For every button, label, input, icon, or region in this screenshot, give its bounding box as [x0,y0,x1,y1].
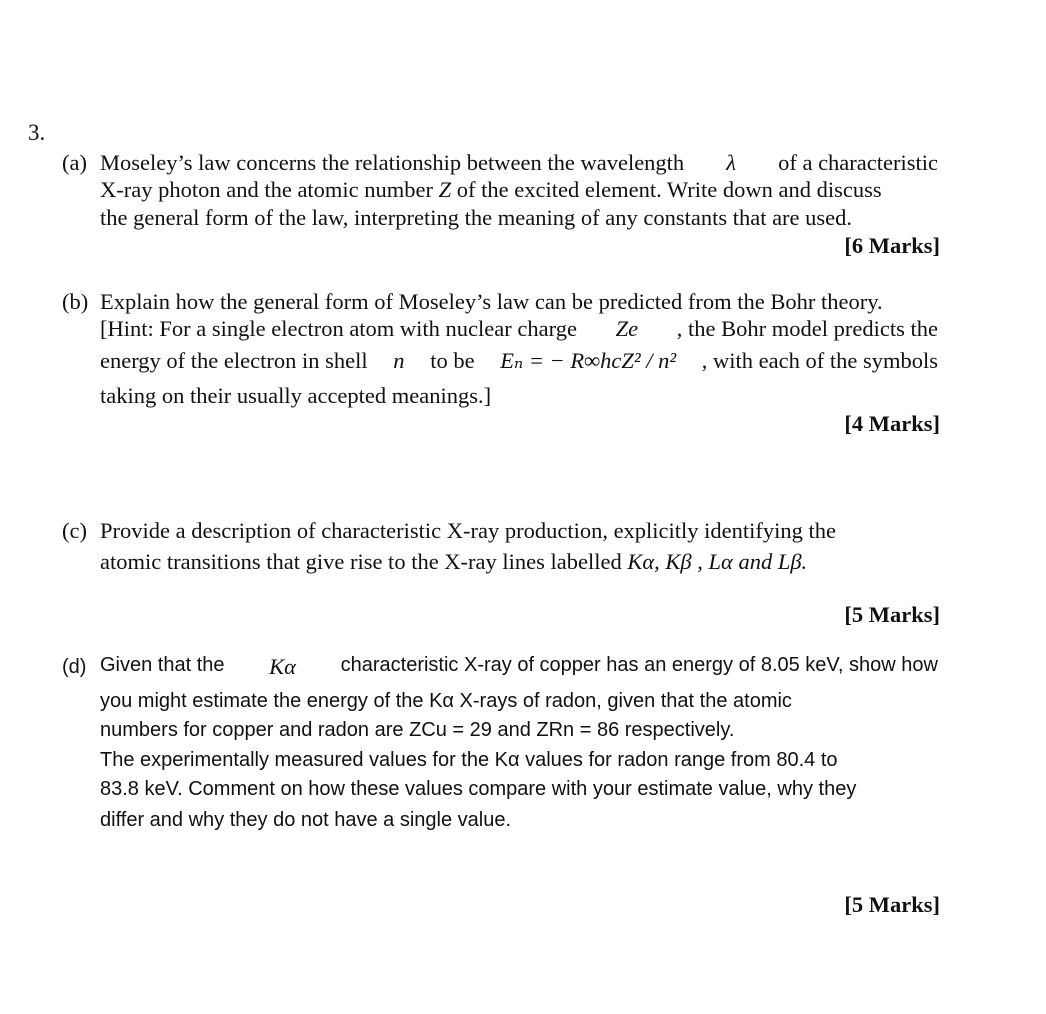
part-d-line-4: The experimentally measured values for the Kα values for radon range from 80.4 to [100,749,838,771]
part-b-line-3: energy of the electron in shell n to be Eₙ = − R∞hcZ² / n² , with each of the symbols [100,348,938,373]
xray-line-labels: Kα, Kβ , Lα and Lβ. [627,549,808,574]
part-c-line-2: atomic transitions that give rise to the X-ray lines labelled Kα, Kβ , Lα and Lβ. [100,549,808,574]
part-d-line-2: you might estimate the energy of the Kα X-rays of radon, given that the atomic [100,690,792,712]
part-c-line-1: Provide a description of characteristic X-ray production, explicitly identifying the [100,518,837,543]
part-b-label: (b) [62,289,89,314]
question-number: 3. [28,120,46,145]
part-b-marks: [4 Marks] [844,411,940,436]
part-d-line-6: differ and why they do not have a single value. [100,809,512,831]
bohr-energy-formula: Eₙ = − R∞hcZ² / n² [500,348,677,373]
part-d-line-3: numbers for copper and radon are ZCu = 29 and ZRn = 86 respectively. [100,719,735,741]
part-d-label: (d) [62,656,87,678]
part-a-line-1: Moseley’s law concerns the relationship between the wavelength λ of a characteristic [100,150,938,175]
part-b-line-1: Explain how the general form of Moseley’s law can be predicted from the Bohr theory. [100,289,883,314]
part-a-line-2: X-ray photon and the atomic number Z of the excited element. Write down and discuss [100,177,882,202]
part-a-line-3: the general form of the law, interpreting the meaning of any constants that are used. [100,205,853,230]
part-d-line-5: 83.8 keV. Comment on how these values compare with your estimate value, why they [100,778,857,800]
part-b-line-2: [Hint: For a single electron atom with nuclear charge Ze , the Bohr model predicts the [100,316,938,341]
part-c-marks: [5 Marks] [844,602,940,627]
part-a-label: (a) [62,150,87,175]
part-b-line-4: taking on their usually accepted meanings.] [100,383,492,408]
part-c-label: (c) [62,518,87,543]
part-d-marks: [5 Marks] [844,892,940,917]
part-a-marks: [6 Marks] [844,233,940,258]
part-d-line-1: Given that the Kα characteristic X-ray of copper has an energy of 8.05 keV, show how [100,654,938,679]
